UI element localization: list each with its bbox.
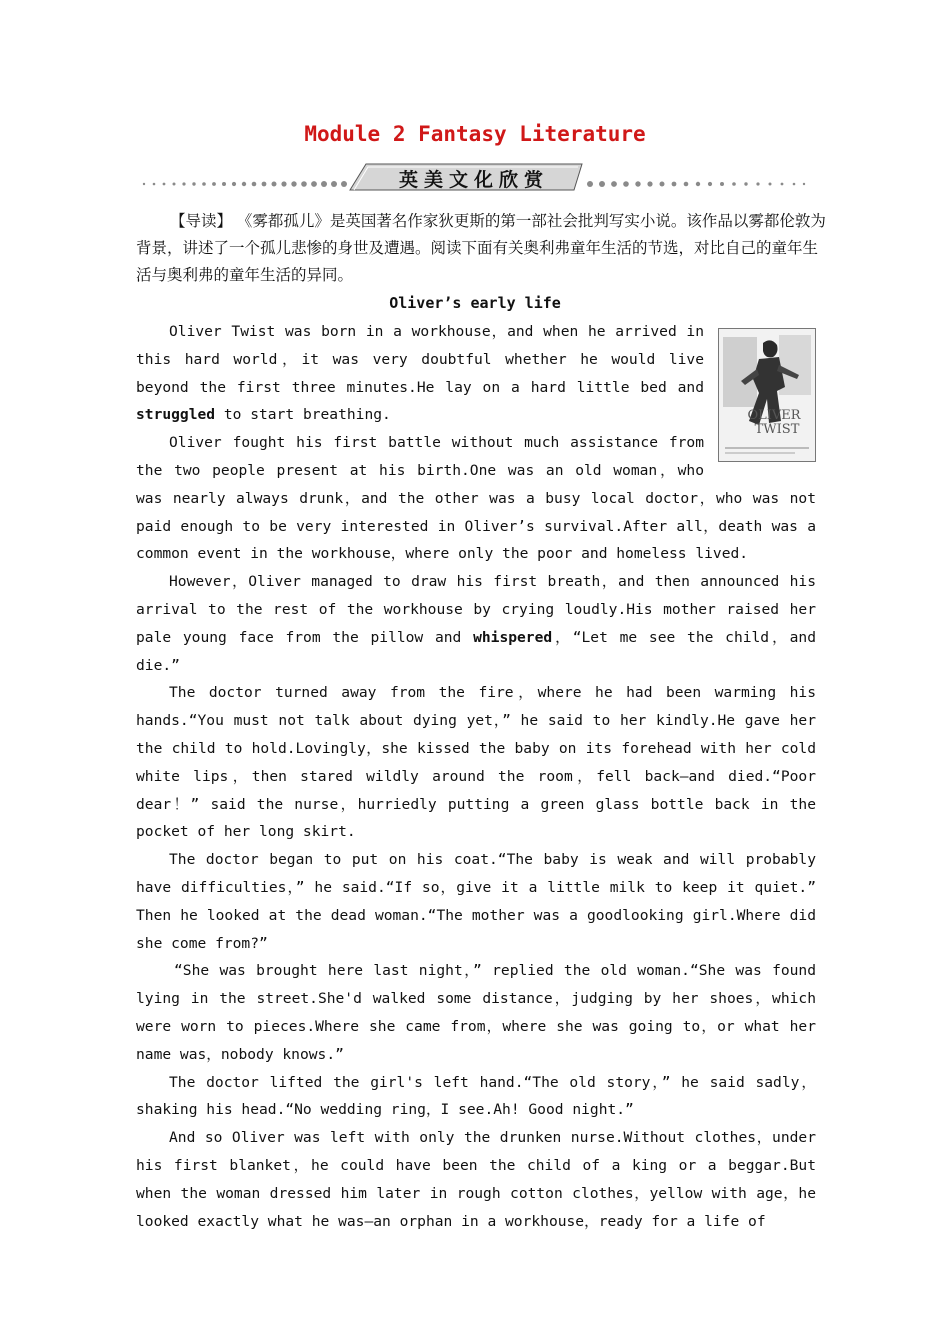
paragraph-2: Oliver fought his first battle without much assistance from the two people present at his birth.One was an old woman，who was nearly always drunk，and the other was a busy local doctor，who was not paid enough to be very interested in Oliver’s survival.After all，death was a common event in the workhouse，where only the poor and homeless lived.: [136, 434, 816, 563]
poster-title-line2: TWIST: [754, 422, 800, 437]
paragraph-1: [136, 318, 816, 429]
poster-title-line1: OLIVER: [747, 408, 801, 423]
paragraph-6: “She was brought here last night，” replied the old woman.“She was found lying in the street.She'd walked some distance，judging by her shoes，which were worn to pieces.Where she came from，where she was going to，or what her name was，nobody knows.”: [136, 962, 816, 1063]
banner-label: 英美文化欣赏: [398, 169, 549, 191]
paragraph-7: The doctor lifted the girl's left hand.“The old story，” he said sadly，shaking his head.“No wedding ring，I see.Ah! Good night.”: [136, 1073, 816, 1119]
paragraph-1-text: Oliver Twist was born in a workhouse，and when he arrived in this hard world，it was very doubtful whether he would live beyond the first three minutes.He lay on a hard little bed and: [136, 323, 704, 396]
article-body: [136, 318, 816, 1235]
article-subtitle: Oliver’s early life: [389, 294, 561, 312]
intro-paragraph: 【导读】 《雾都孤儿》是英国著名作家狄更斯的第一部社会批判写实小说。该作品以雾都伦敦为背景，讲述了一个孤儿悲惨的身世及遭遇。阅读下面有关奥利弗童年生活的节选，对比自己的童年生活与奥利弗的童年生活的异同。: [136, 212, 826, 284]
oliver-twist-poster-image: [718, 328, 816, 462]
paragraph-3-text-end: ，“Let me see the child，and die.”: [136, 628, 816, 674]
paragraph-4: The doctor turned away from the fire，where he had been warming his hands.“You must not talk about dying yet，” he said to her kindly.He gave her the child to hold.Lovingly，she kissed the baby on its forehead with her cold white lips，then stared wildly around the room，fell back—and died.“Poor dear！” said the nurse，hurriedly putting a green glass bottle back in the pocket of her long skirt.: [136, 684, 816, 841]
paragraph-1-text-end: to start breathing.: [215, 406, 391, 424]
page-title: Module 2 Fantasy Literature: [304, 122, 646, 146]
bold-word-whispered: whispered: [473, 628, 553, 646]
paragraph-5: The doctor began to put on his coat.“The baby is weak and will probably have difficulties，” he said.“If so，give it a little milk to keep it quiet.” Then he looked at the dead woman.“The mother was a goodlooking girl.Where did she come from?”: [136, 851, 816, 952]
paragraph-8: And so Oliver was left with only the drunken nurse.Without clothes，under his first blanket，he could have been the child of a king or a beggar.But when the woman dressed him later in rough cotton clothes，yellow with age，he looked exactly what he was—an orphan in a workhouse，ready for a life of: [136, 1129, 816, 1230]
paragraph-3-text: However，Oliver managed to draw his first breath，and then announced his arrival to the rest of the workhouse by crying loudly.His mother raised her pale young face from the pillow and: [136, 573, 816, 646]
bold-word-struggled: struggled: [136, 406, 216, 424]
poster-art-icon: [719, 329, 815, 461]
paragraph-3: [136, 568, 816, 679]
section-banner: [138, 162, 810, 192]
